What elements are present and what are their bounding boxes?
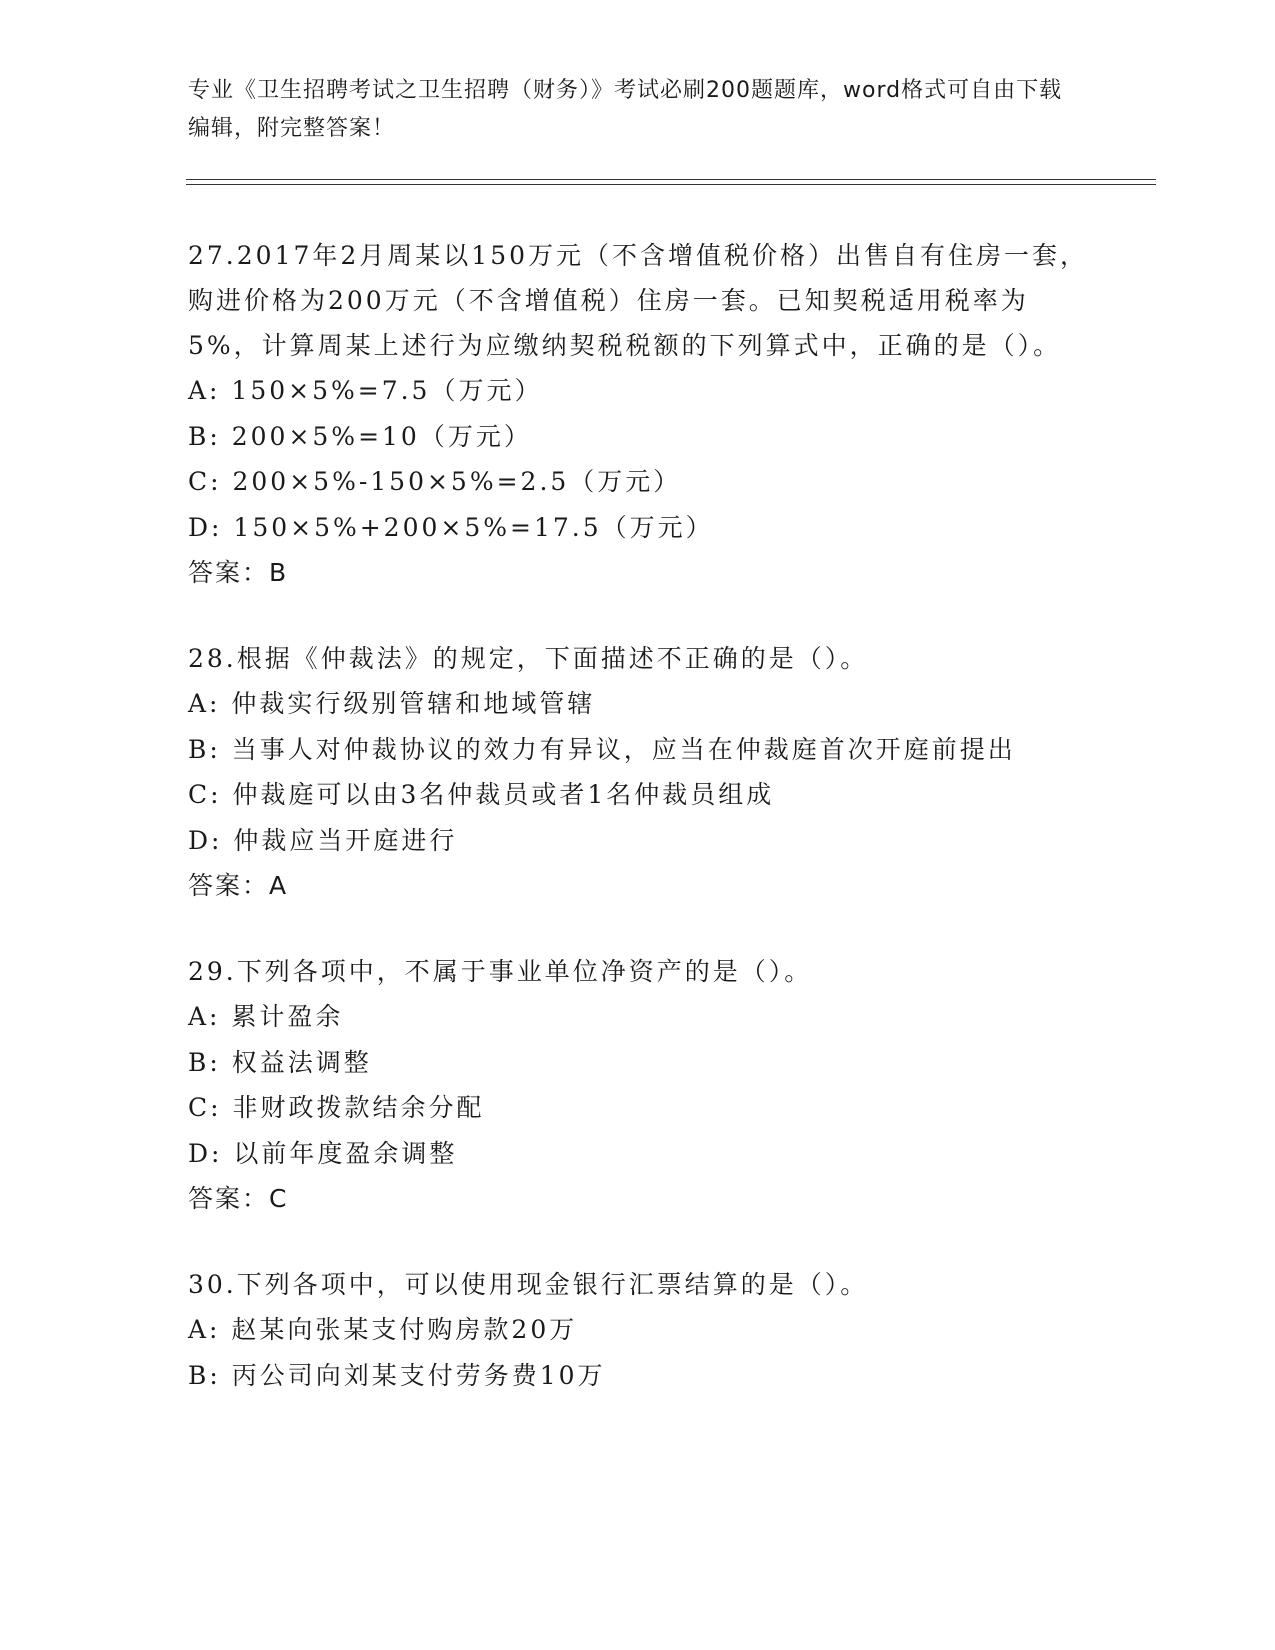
question-28 bbox=[188, 636, 1088, 909]
question-stem: 27.2017年2月周某以150万元（不含增值税价格）出售自有住房一套，购进价格为200万元（不含增值税）住房一套。已知契税适用税率为5%，计算周某上述行为应缴纳契税税额的下列算式中，正确的是（）。 bbox=[188, 241, 1089, 360]
question-29 bbox=[188, 949, 1088, 1222]
option-d: D: 以前年度盈余调整 bbox=[188, 1138, 458, 1168]
option-b: B: 当事人对仲裁协议的效力有异议，应当在仲裁庭首次开庭前提出 bbox=[188, 734, 1016, 764]
answer-label: 答案：C bbox=[188, 1184, 289, 1213]
document-header: 专业《卫生招聘考试之卫生招聘（财务）》考试必刷200题题库，word格式可自由下载编辑，附完整答案！ bbox=[188, 78, 1063, 141]
question-stem: 30.下列各项中，可以使用现金银行汇票结算的是（）。 bbox=[188, 1270, 869, 1299]
option-a: A: 累计盈余 bbox=[188, 1002, 344, 1031]
option-c: C: 仲裁庭可以由3名仲裁员或者1名仲裁员组成 bbox=[188, 780, 775, 809]
answer-label: 答案：B bbox=[188, 558, 289, 587]
option-a: A: 150×5%=7.5（万元） bbox=[188, 376, 543, 405]
option-b: B: 200×5%=10（万元） bbox=[188, 421, 532, 451]
option-d: D: 150×5%+200×5%=17.5（万元） bbox=[188, 512, 714, 542]
option-b: B: 权益法调整 bbox=[188, 1047, 372, 1077]
option-b: B: 丙公司向刘某支付劳务费10万 bbox=[188, 1360, 606, 1390]
option-a: A: 赵某向张某支付购房款20万 bbox=[188, 1315, 578, 1344]
question-list bbox=[188, 233, 1088, 1438]
question-30 bbox=[188, 1262, 1088, 1398]
question-stem: 28.根据《仲裁法》的规定，下面描述不正确的是（）。 bbox=[188, 644, 869, 673]
question-stem: 29.下列各项中，不属于事业单位净资产的是（）。 bbox=[188, 957, 813, 986]
option-a: A: 仲裁实行级别管辖和地域管辖 bbox=[188, 689, 596, 718]
option-c: C: 非财政拨款结余分配 bbox=[188, 1093, 485, 1122]
option-d: D: 仲裁应当开庭进行 bbox=[188, 825, 458, 855]
option-c: C: 200×5%-150×5%=2.5（万元） bbox=[188, 467, 682, 496]
header-rule-top bbox=[186, 179, 1156, 180]
question-27 bbox=[188, 233, 1088, 596]
answer-label: 答案：A bbox=[188, 871, 289, 900]
header-rule-bottom bbox=[186, 184, 1156, 185]
